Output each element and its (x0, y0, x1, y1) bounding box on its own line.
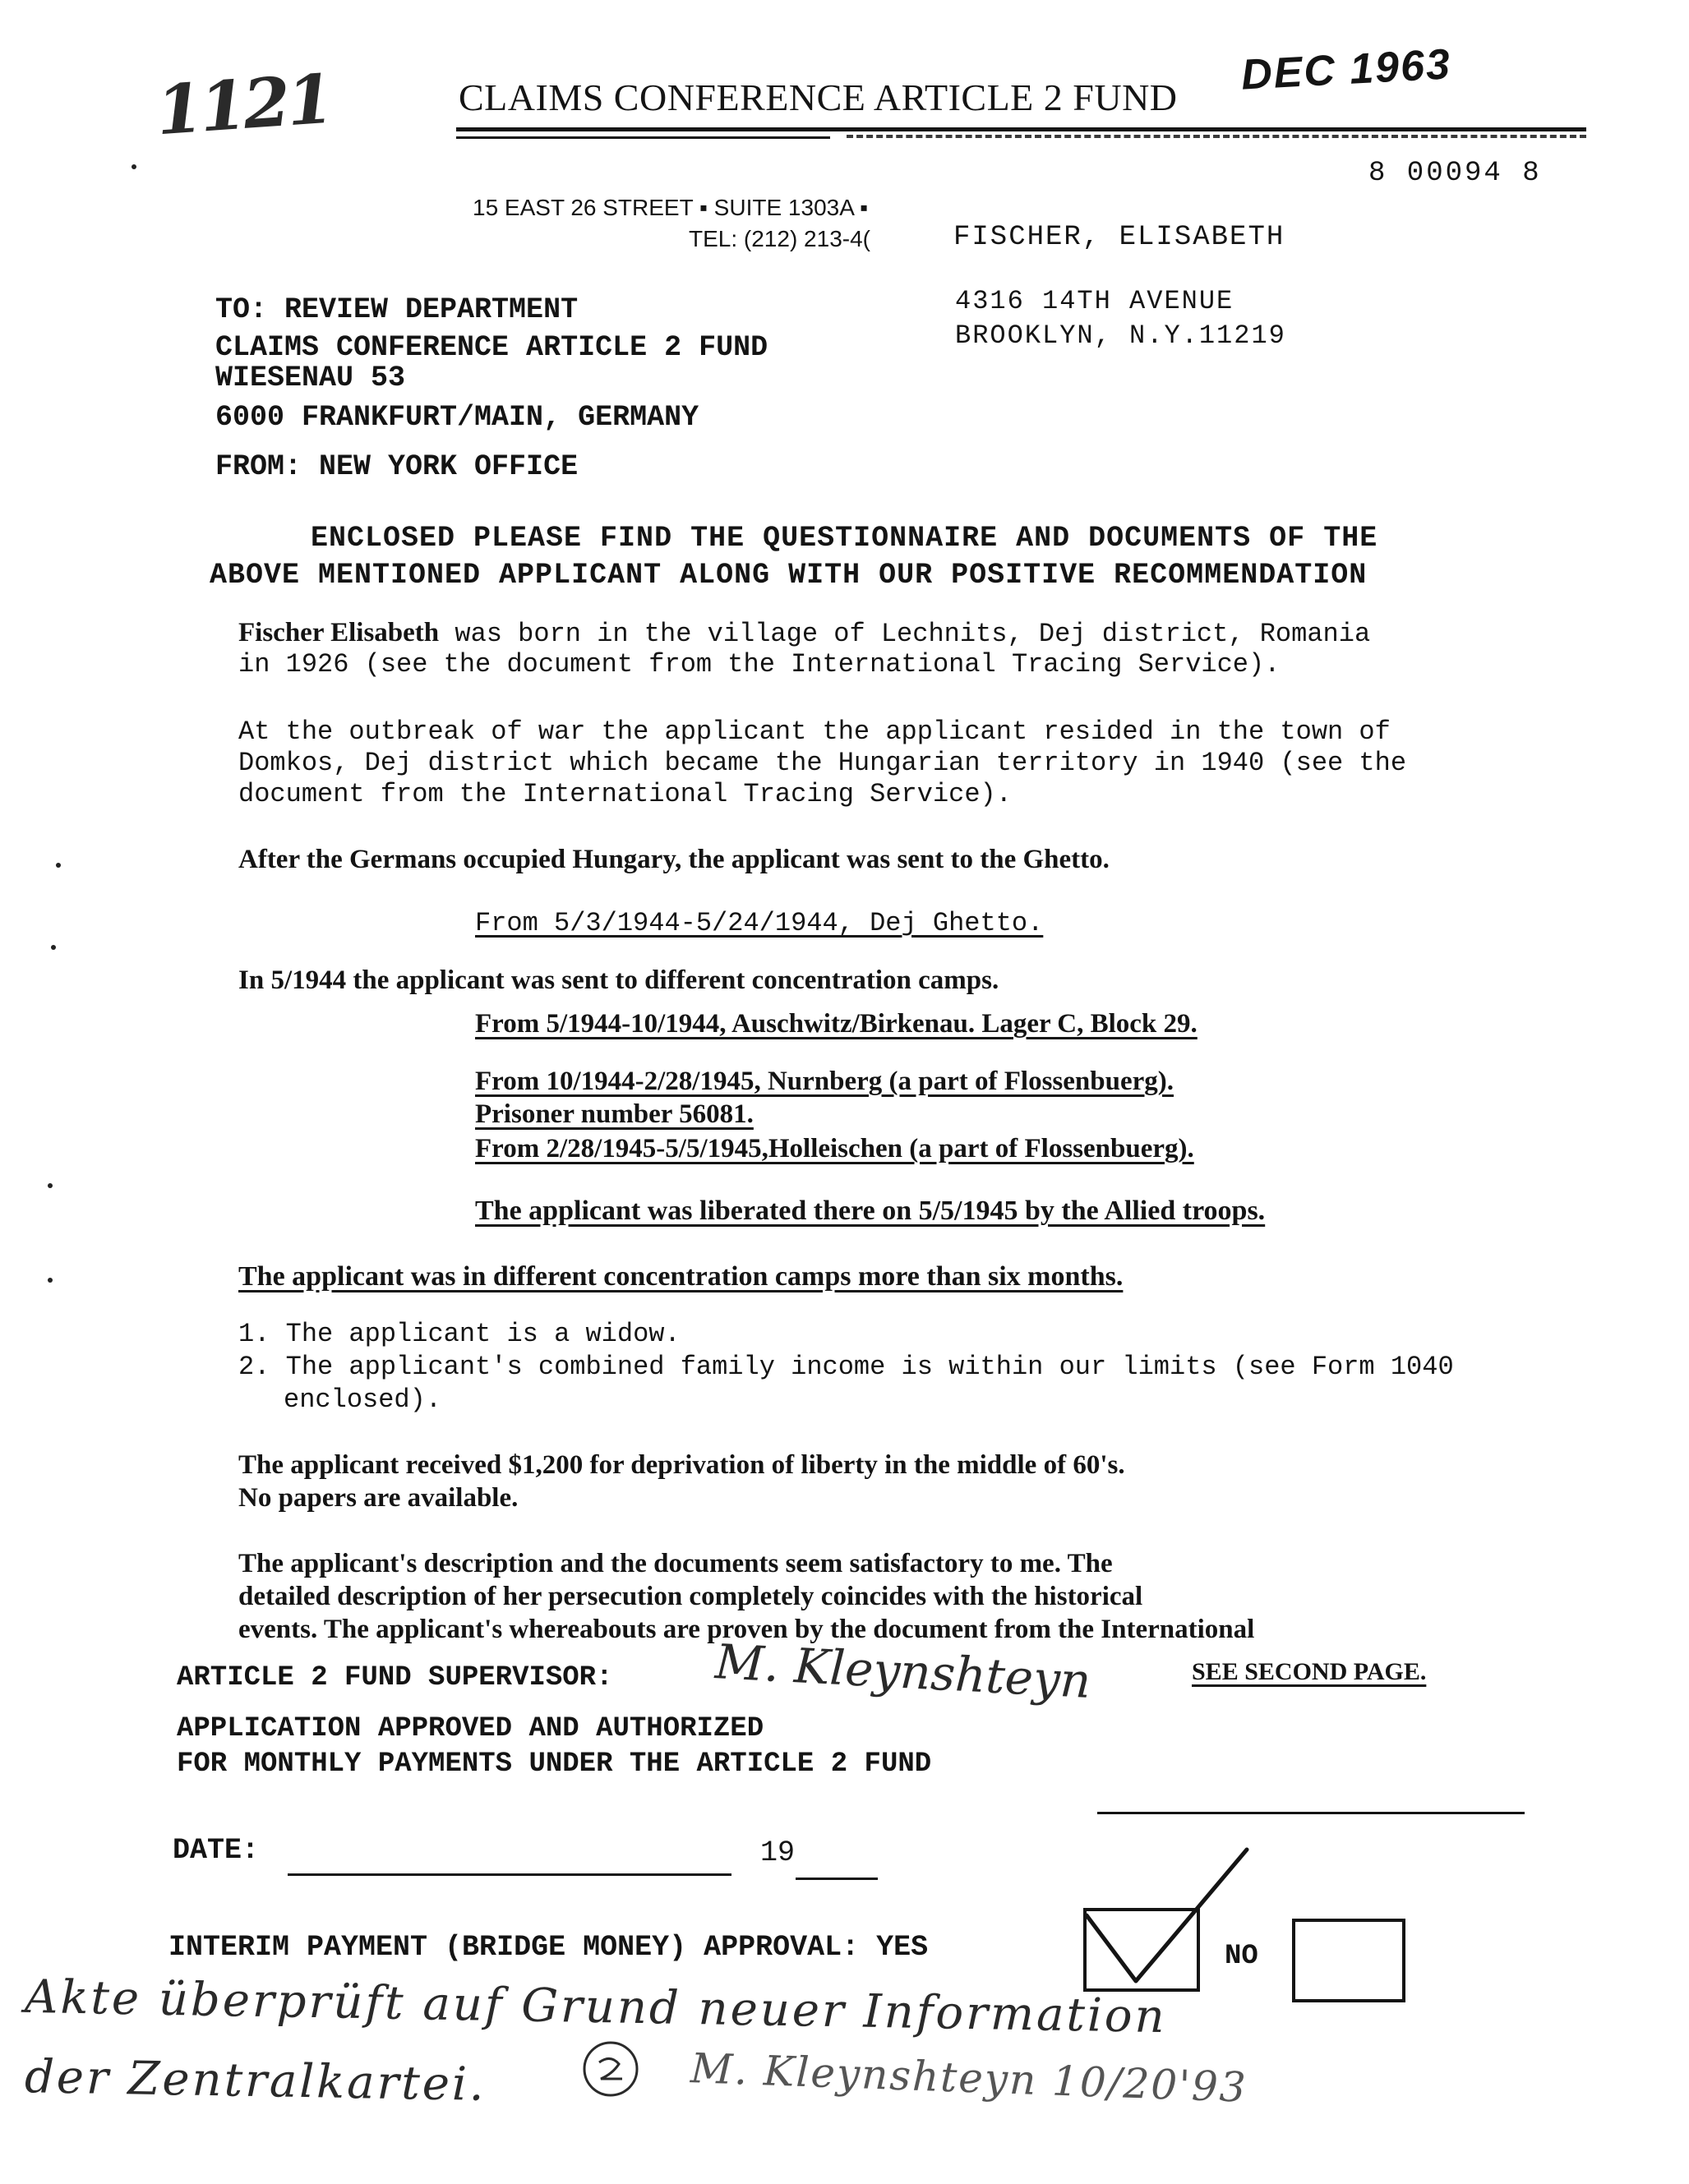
liberation-statement: The applicant was liberated there on 5/5/1945 by the Allied troops. (475, 1196, 1266, 1226)
see-second-page: SEE SECOND PAGE. (1192, 1658, 1427, 1685)
supervisor-signature: M. Kleynshteyn (713, 1633, 1092, 1709)
recipient-org: CLAIMS CONFERENCE ARTICLE 2 FUND (215, 331, 768, 364)
recipient-city: 6000 FRANKFURT/MAIN, GERMANY (215, 401, 699, 434)
margin-speck (56, 863, 61, 868)
description-line-1: The applicant's description and the documents seem satisfactory to me. The (238, 1549, 1113, 1578)
file-number: 8 00094 8 (1368, 158, 1542, 189)
header-rule-bottom (456, 136, 830, 139)
description-line-2: detailed description of her persecution completely coincides with the historical (238, 1582, 1143, 1611)
date-line (288, 1873, 731, 1876)
birth-line-2: in 1926 (see the document from the International Tracing Service). (238, 649, 1281, 680)
checkmark-icon (1078, 1845, 1292, 1993)
outbreak-line-3: document from the International Tracing Service). (238, 779, 1012, 809)
date-stamp: DEC 1963 (1239, 40, 1453, 99)
list-item: 1. The applicant is a widow. (238, 1319, 681, 1349)
camp-nurnberg: From 10/1944-2/28/1945, Nurnberg (a part of Flossenbuerg). (475, 1067, 1174, 1096)
recipient-to-line: TO: REVIEW DEPARTMENT (215, 293, 579, 326)
applicant-city: BROOKLYN, N.Y.11219 (955, 320, 1286, 351)
approved-line-2: FOR MONTHLY PAYMENTS UNDER THE ARTICLE 2 FUND (177, 1749, 932, 1780)
ghetto-intro: After the Germans occupied Hungary, the applicant was sent to the Ghetto. (238, 845, 1110, 874)
letterhead-title: CLAIMS CONFERENCE ARTICLE 2 FUND (459, 76, 1178, 118)
intro-line-2: ABOVE MENTIONED APPLICANT ALONG WITH OUR POSITIVE RECOMMENDATION (210, 559, 1368, 592)
prisoner-number: Prisoner number 56081. (475, 1099, 754, 1129)
applicant-street: 4316 14TH AVENUE (955, 286, 1234, 316)
margin-speck (48, 1278, 53, 1283)
year-prefix: 19 (760, 1836, 796, 1869)
handwritten-note-line-2: der Zentralkartei. (24, 2050, 487, 2112)
no-checkbox[interactable] (1292, 1919, 1405, 2002)
applicant-name-inline: Fischer Elisabeth (238, 618, 440, 647)
margin-speck (132, 164, 136, 169)
yes-checkbox[interactable] (1083, 1908, 1200, 1992)
duration-statement: The applicant was in different concentration camps more than six months. (238, 1261, 1124, 1292)
from-line: FROM: NEW YORK OFFICE (215, 450, 579, 483)
ghetto-period: From 5/3/1944-5/24/1944, Dej Ghetto. (475, 908, 1044, 938)
camp-holleischen: From 2/28/1945-5/5/1945,Holleischen (a part of Flossenbuerg). (475, 1134, 1194, 1163)
list-item-continuation: enclosed). (284, 1385, 442, 1415)
year-line (796, 1878, 878, 1880)
outbreak-line-2: Domkos, Dej district which became the Hungarian territory in 1940 (see the (238, 748, 1407, 778)
received-line-1: The applicant received $1,200 for deprivation of liberty in the middle of 60's. (238, 1450, 1125, 1480)
date-label: DATE: (173, 1834, 260, 1867)
header-rule-dashed (847, 135, 1586, 138)
handwritten-file-number: 1121 (153, 59, 334, 151)
outbreak-line-1: At the outbreak of war the applicant the applicant resided in the town of (238, 716, 1391, 747)
margin-speck (51, 945, 56, 950)
approval-signature-line (1097, 1812, 1525, 1814)
list-item: 2. The applicant's combined family income is within our limits (see Form 1040 (238, 1352, 1454, 1382)
office-telephone: TEL: (212) 213-4( (689, 226, 870, 251)
camp-auschwitz: From 5/1944-10/1944, Auschwitz/Birkenau. Lager C, Block 29. (475, 1009, 1198, 1039)
handwritten-note-line-1: Akte überprüft auf Grund neuer Information (24, 1970, 1168, 2044)
recipient-street: WIESENAU 53 (215, 362, 406, 394)
handwritten-note-signature: M. Kleynshteyn 10/20'93 (690, 2044, 1248, 2112)
camps-intro: In 5/1944 the applicant was sent to different concentration camps. (238, 965, 999, 995)
approved-line-1: APPLICATION APPROVED AND AUTHORIZED (177, 1713, 764, 1744)
received-line-2: No papers are available. (238, 1483, 519, 1513)
supervisor-label: ARTICLE 2 FUND SUPERVISOR: (177, 1662, 613, 1693)
description-line-3: events. The applicant's whereabouts are proven by the document from the International (238, 1615, 1255, 1644)
circled-mark-icon (579, 2038, 642, 2100)
no-label: NO (1225, 1941, 1258, 1972)
interim-payment-label: INTERIM PAYMENT (BRIDGE MONEY) APPROVAL: YES (168, 1931, 929, 1964)
applicant-name: FISCHER, ELISABETH (953, 222, 1285, 253)
birth-line-1: Fischer Elisabeth was born in the village of Lechnits, Dej district, Romania (238, 618, 1371, 649)
office-address: 15 EAST 26 STREET ▪ SUITE 1303A ▪ (473, 195, 869, 220)
intro-line-1: ENCLOSED PLEASE FIND THE QUESTIONNAIRE AND DOCUMENTS OF THE (311, 522, 1378, 555)
margin-speck (48, 1183, 53, 1188)
header-rule-top (456, 127, 1586, 131)
